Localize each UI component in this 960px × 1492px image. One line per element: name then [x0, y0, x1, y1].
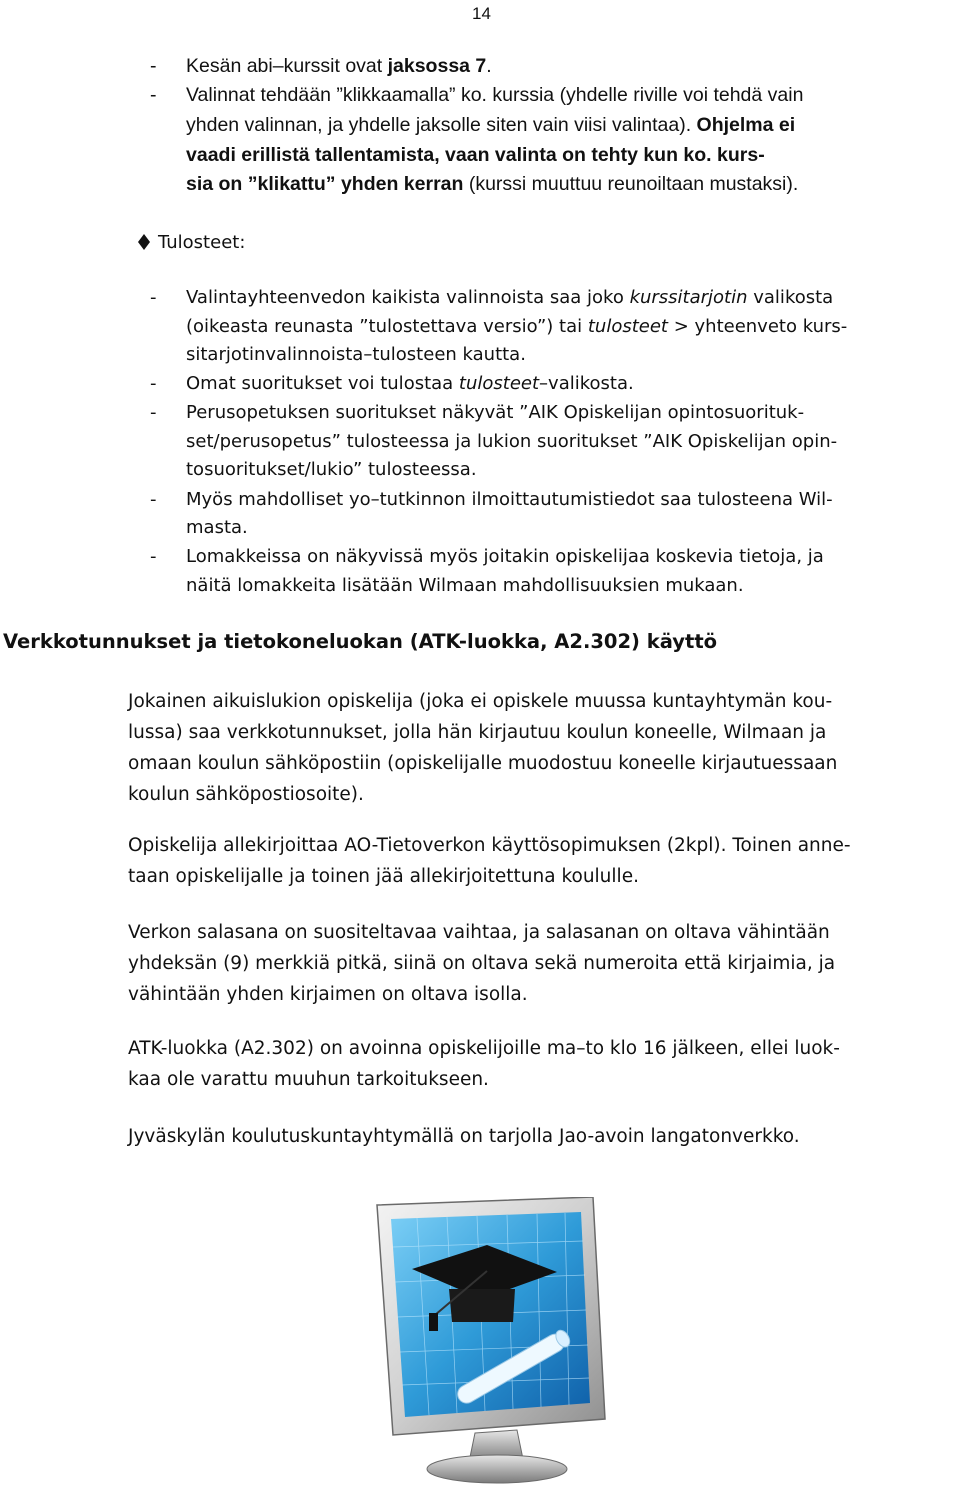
item-italic-text: tulosteet: [587, 316, 668, 337]
item-text: yhden valinnan, ja yhdelle jaksolle siten vain viisi valintaa).: [186, 114, 697, 136]
paragraph-langaton: [128, 1121, 800, 1152]
list-item-valinnat-line4: [186, 173, 798, 196]
item-text: .: [486, 55, 492, 77]
list-item-valinnat-line3: [186, 144, 765, 167]
paragraph-line: lussa) saa verkkotunnukset, jolla hän kirjautuu koulun koneelle, Wilmaan ja: [128, 722, 827, 743]
list-dash: -: [150, 287, 157, 308]
list-dash: -: [150, 489, 157, 510]
tulosteet-item1-line1: [186, 287, 833, 308]
item-text: > yhteenveto kurs-: [667, 316, 848, 337]
paragraph-line: ATK-luokka (A2.302) on avoinna opiskelijoille ma–to klo 16 jälkeen, ellei luok-: [128, 1038, 840, 1059]
paragraph-kayttosopimus: [128, 830, 851, 892]
tulosteet-title: Tulosteet:: [158, 232, 246, 253]
tulosteet-item1-line3: sitarjotinvalinnoista–tulosteen kautta.: [186, 344, 526, 365]
paragraph-line: vähintään yhden kirjaimen on oltava isolla.: [128, 984, 528, 1005]
item-italic-text: tulosteet: [458, 373, 540, 394]
item-bold-text: sia on ”klikattu” yhden kerran: [186, 173, 464, 195]
paragraph-line: Jokainen aikuislukion opiskelija (joka ei opiskele muussa kuntayhtymän kou-: [128, 691, 833, 712]
list-dash: -: [150, 402, 157, 423]
diamond-bullet-icon: [137, 234, 151, 250]
tulosteet-item3-line3: tosuoritukset/lukio” tulosteessa.: [186, 459, 477, 480]
tulosteet-item1-line2: [186, 316, 847, 337]
paragraph-line: omaan koulun sähköpostiin (opiskelijalle muodostuu koneelle kirjautuessaan: [128, 753, 838, 774]
list-dash: -: [150, 84, 157, 106]
paragraph-verkkotunnukset: [128, 686, 837, 810]
list-item-kesan-abi: [186, 55, 492, 78]
tulosteet-item3-line2: set/perusopetus” tulosteessa ja lukion suoritukset ”AIK Opiskelijan opin-: [186, 431, 838, 452]
list-dash: -: [150, 373, 157, 394]
item-text: (kurssi muuttuu reunoiltaan mustaksi).: [463, 173, 799, 195]
item-text: (oikeasta reunasta ”tulostettava versio”) tai: [186, 316, 588, 337]
tulosteet-item4-line2: masta.: [186, 517, 248, 538]
item-bold-text: jaksossa 7: [387, 55, 487, 77]
item-italic-text: kurssitarjotin: [629, 287, 748, 308]
paragraph-line: Jyväskylän koulutuskuntayhtymällä on tarjolla Jao-avoin langatonverkko.: [128, 1126, 800, 1147]
list-item-valinnat-line1: Valinnat tehdään ”klikkaamalla” ko. kurssia (yhdelle riville voi tehdä vain: [186, 84, 804, 106]
paragraph-salasana: [128, 917, 835, 1010]
tulosteet-item2: [186, 373, 634, 394]
list-dash: -: [150, 546, 157, 567]
paragraph-line: koulun sähköpostiosoite).: [128, 784, 364, 805]
item-text: Omat suoritukset voi tulostaa: [186, 373, 459, 394]
tulosteet-item5-line1: Lomakkeissa on näkyvissä myös joitakin opiskelijaa koskevia tietoja, ja: [186, 546, 824, 567]
paragraph-line: Verkon salasana on suositeltavaa vaihtaa, ja salasanan on oltava vähintään: [128, 922, 830, 943]
page-number: 14: [472, 4, 491, 23]
list-dash: -: [150, 55, 157, 77]
paragraph-line: Opiskelija allekirjoittaa AO-Tietoverkon käyttösopimuksen (2kpl). Toinen anne-: [128, 835, 851, 856]
item-text: –valikosta.: [539, 373, 634, 394]
list-item-valinnat-line2: [186, 114, 795, 137]
item-bold-text: vaadi erillistä tallentamista, vaan valinta on tehty kun ko. kurs-: [186, 144, 765, 166]
section-heading: Verkkotunnukset ja tietokoneluokan (ATK-luokka, A2.302) käyttö: [3, 630, 718, 653]
tulosteet-item4-line1: Myös mahdolliset yo–tutkinnon ilmoittautumistiedot saa tulosteena Wil-: [186, 489, 833, 510]
computer-graduation-cap-icon: [357, 1197, 617, 1492]
paragraph-line: kaa ole varattu muuhun tarkoitukseen.: [128, 1069, 489, 1090]
item-text: valikosta: [747, 287, 834, 308]
paragraph-atk-luokka: [128, 1033, 840, 1095]
item-text: Kesän abi–kurssit ovat: [186, 55, 388, 77]
paragraph-line: taan opiskelijalle ja toinen jää allekirjoitettuna koululle.: [128, 866, 639, 887]
tulosteet-item3-line1: Perusopetuksen suoritukset näkyvät ”AIK Opiskelijan opintosuorituk-: [186, 402, 805, 423]
paragraph-line: yhdeksän (9) merkkiä pitkä, siinä on oltava sekä numeroita että kirjaimia, ja: [128, 953, 836, 974]
tulosteet-item5-line2: näitä lomakkeita lisätään Wilmaan mahdollisuuksien mukaan.: [186, 575, 744, 596]
item-bold-text: Ohjelma ei: [696, 114, 796, 136]
item-text: Valintayhteenvedon kaikista valinnoista saa joko: [186, 287, 630, 308]
